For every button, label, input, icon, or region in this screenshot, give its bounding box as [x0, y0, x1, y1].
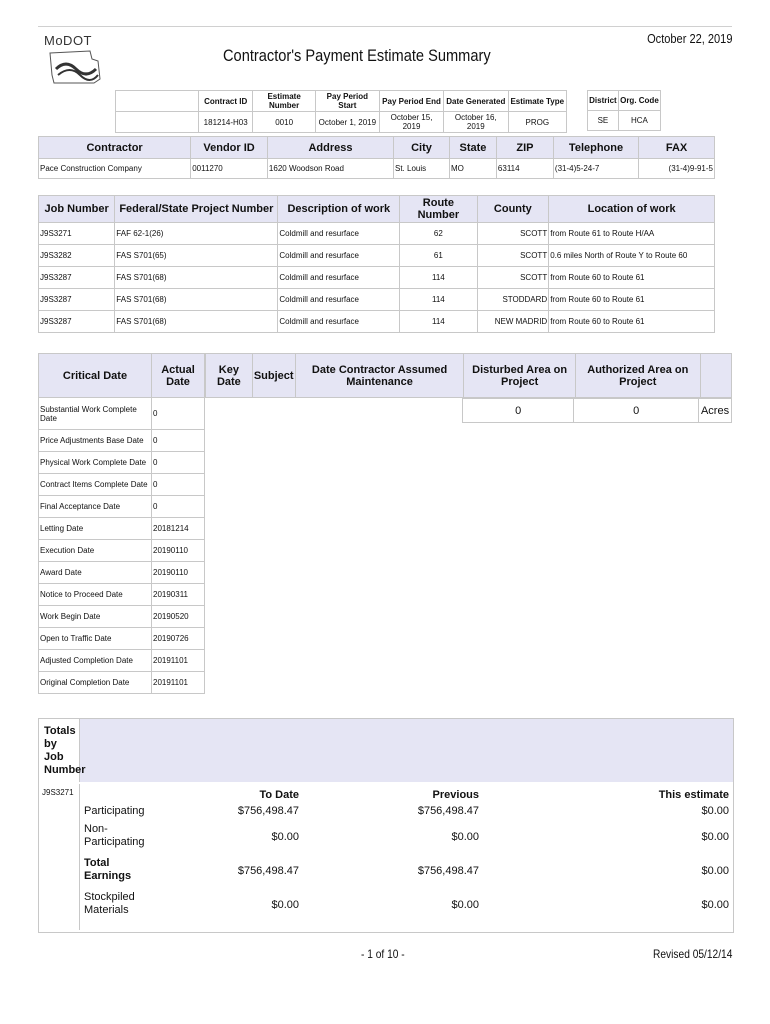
report-date: October 22, 2019 [646, 31, 732, 46]
critical-date-label: Letting Date [39, 518, 152, 540]
fax: (31-4)9-91-5 [639, 159, 715, 179]
address: 1620 Woodson Road [267, 159, 393, 179]
vendor-id: 0011270 [191, 159, 268, 179]
area-unit: Acres [699, 399, 732, 423]
critical-date-row [39, 452, 205, 474]
county: SCOTT [477, 267, 549, 289]
critical-date-label: Contract Items Complete Date [39, 474, 152, 496]
pay-start-header: Pay Period Start [315, 91, 379, 112]
totals-row-label: Participating [84, 805, 145, 817]
critical-date-label: Price Adjustments Base Date [39, 430, 152, 452]
actual-date-value: 20190110 [152, 562, 205, 584]
contractor-header: Contractor [39, 137, 191, 159]
authorized-area-header: Authorized Area on Project [575, 354, 700, 398]
critical-date-label: Notice to Proceed Date [39, 584, 152, 606]
district-value: SE [588, 111, 619, 131]
telephone-header: Telephone [553, 137, 638, 159]
totals-job-number: J9S3271 [42, 788, 74, 797]
this-estimate-value: $0.00 [701, 831, 729, 843]
city: St. Louis [394, 159, 450, 179]
org-code-header: Org. Code [618, 91, 660, 111]
critical-date-label: Work Begin Date [39, 606, 152, 628]
to-date-value: $0.00 [271, 899, 299, 911]
estimate-type: PROG [508, 112, 566, 133]
actual-date-header: Actual Date [152, 354, 205, 398]
pay-start: October 1, 2019 [315, 112, 379, 133]
district-header: District [588, 91, 619, 111]
job-number: J9S3282 [39, 245, 115, 267]
zip-header: ZIP [496, 137, 553, 159]
maintenance-header: Date Contractor Assumed Maintenance [295, 354, 464, 398]
critical-date-label: Execution Date [39, 540, 152, 562]
contract-id: 181214-H03 [198, 112, 253, 133]
project-number: FAS S701(68) [115, 289, 278, 311]
job-row [39, 311, 715, 333]
county: SCOTT [477, 245, 549, 267]
job-row [39, 289, 715, 311]
work-location: 0.6 miles North of Route Y to Route 60 [549, 245, 715, 267]
job-number-header: Job Number [39, 196, 115, 223]
route-number-header: Route Number [400, 196, 477, 223]
actual-date-value: 20190520 [152, 606, 205, 628]
critical-date-label: Substantial Work Complete Date [39, 398, 152, 430]
this-estimate-value: $0.00 [701, 805, 729, 817]
critical-date-row [39, 650, 205, 672]
fax-header: FAX [639, 137, 715, 159]
actual-date-value: 0 [152, 496, 205, 518]
estimate-number-header: Estimate Number [253, 91, 315, 112]
critical-date-label: Adjusted Completion Date [39, 650, 152, 672]
critical-date-row [39, 398, 205, 430]
job-number: J9S3287 [39, 267, 115, 289]
totals-row-label: Total Earnings [84, 857, 132, 882]
to-date-value: $756,498.47 [237, 865, 299, 877]
project-number: FAS S701(68) [115, 311, 278, 333]
critical-dates-table [38, 353, 205, 694]
pay-end-header: Pay Period End [379, 91, 443, 112]
previous-header: Previous [432, 789, 479, 801]
work-location: from Route 60 to Route 61 [549, 267, 715, 289]
county: NEW MADRID [477, 311, 549, 333]
modot-logo [40, 33, 120, 91]
previous-value: $0.00 [451, 899, 479, 911]
state: MO [449, 159, 496, 179]
disturbed-area-header: Disturbed Area on Project [464, 354, 575, 398]
page-title: Contractor's Payment Estimate Summary [223, 46, 491, 65]
project-number: FAS S701(65) [115, 245, 278, 267]
critical-date-row [39, 496, 205, 518]
critical-date-label: Final Acceptance Date [39, 496, 152, 518]
contractor-table [38, 136, 715, 179]
disturbed-area-value: 0 [463, 399, 574, 423]
totals-row-label: Non-Participating [84, 823, 145, 848]
route-number: 114 [400, 267, 477, 289]
work-location: from Route 60 to Route 61 [549, 311, 715, 333]
critical-date-label: Open to Traffic Date [39, 628, 152, 650]
project-number-header: Federal/State Project Number [115, 196, 278, 223]
key-date-header: Key Date [206, 354, 253, 398]
critical-date-row [39, 430, 205, 452]
critical-date-row [39, 584, 205, 606]
actual-date-value: 20181214 [152, 518, 205, 540]
work-description: Coldmill and resurface [278, 289, 400, 311]
address-header: Address [267, 137, 393, 159]
to-date-header: To Date [259, 789, 299, 801]
work-description: Coldmill and resurface [278, 311, 400, 333]
route-number: 61 [400, 245, 477, 267]
date-generated: October 16, 2019 [444, 112, 508, 133]
route-number: 114 [400, 289, 477, 311]
subject-header: Subject [252, 354, 295, 398]
county: STODDARD [477, 289, 549, 311]
previous-value: $756,498.47 [417, 865, 479, 877]
route-number: 62 [400, 223, 477, 245]
telephone: (31-4)5-24-7 [553, 159, 638, 179]
previous-value: $0.00 [451, 831, 479, 843]
job-number: J9S3271 [39, 223, 115, 245]
critical-date-label: Physical Work Complete Date [39, 452, 152, 474]
route-number: 114 [400, 311, 477, 333]
this-estimate-header: This estimate [658, 789, 729, 801]
actual-date-value: 20190726 [152, 628, 205, 650]
critical-extra-table [205, 353, 732, 398]
totals-section [38, 718, 734, 933]
work-description: Coldmill and resurface [278, 267, 400, 289]
job-row [39, 223, 715, 245]
contract-id-header: Contract ID [198, 91, 253, 112]
date-generated-header: Date Generated [444, 91, 508, 112]
this-estimate-value: $0.00 [701, 899, 729, 911]
vendor-id-header: Vendor ID [191, 137, 268, 159]
to-date-value: $0.00 [271, 831, 299, 843]
actual-date-value: 0 [152, 398, 205, 430]
critical-date-row [39, 562, 205, 584]
actual-date-value: 20190311 [152, 584, 205, 606]
critical-date-label: Award Date [39, 562, 152, 584]
work-location: from Route 60 to Route 61 [549, 289, 715, 311]
logo-text: MoDOT [44, 33, 92, 48]
work-description: Coldmill and resurface [278, 223, 400, 245]
critical-date-row [39, 518, 205, 540]
pay-end: October 15, 2019 [379, 112, 443, 133]
revised-date: Revised 05/12/14 [652, 947, 732, 961]
missouri-map-icon [46, 49, 106, 85]
this-estimate-value: $0.00 [701, 865, 729, 877]
contract-table [115, 90, 567, 133]
job-row [39, 267, 715, 289]
work-description: Coldmill and resurface [278, 245, 400, 267]
area-values-table [462, 398, 732, 423]
actual-date-value: 0 [152, 452, 205, 474]
city-header: City [394, 137, 450, 159]
county-header: County [477, 196, 549, 223]
critical-date-row [39, 672, 205, 694]
contractor-name: Pace Construction Company [39, 159, 191, 179]
to-date-value: $756,498.47 [237, 805, 299, 817]
jobs-table [38, 195, 715, 333]
actual-date-value: 20191101 [152, 672, 205, 694]
totals-title: Totals by Job Number [44, 725, 86, 776]
critical-date-row [39, 540, 205, 562]
critical-date-header: Critical Date [39, 354, 152, 398]
critical-date-row [39, 606, 205, 628]
job-row [39, 245, 715, 267]
critical-date-row [39, 628, 205, 650]
county: SCOTT [477, 223, 549, 245]
critical-date-label: Original Completion Date [39, 672, 152, 694]
location-header: Location of work [549, 196, 715, 223]
previous-value: $756,498.47 [417, 805, 479, 817]
state-header: State [449, 137, 496, 159]
actual-date-value: 20190110 [152, 540, 205, 562]
actual-date-value: 0 [152, 474, 205, 496]
project-number: FAF 62-1(26) [115, 223, 278, 245]
top-rule [38, 26, 732, 27]
work-location: from Route 61 to Route H/AA [549, 223, 715, 245]
page-number: - 1 of 10 - [361, 947, 405, 961]
project-number: FAS S701(68) [115, 267, 278, 289]
estimate-number: 0010 [253, 112, 315, 133]
job-number: J9S3287 [39, 311, 115, 333]
critical-date-row [39, 474, 205, 496]
job-number: J9S3287 [39, 289, 115, 311]
estimate-type-header: Estimate Type [508, 91, 566, 112]
actual-date-value: 0 [152, 430, 205, 452]
description-header: Description of work [278, 196, 400, 223]
totals-row-label: Stockpiled Materials [84, 891, 135, 916]
actual-date-value: 20191101 [152, 650, 205, 672]
authorized-area-value: 0 [574, 399, 699, 423]
district-table [587, 90, 661, 131]
totals-header-band [39, 719, 733, 782]
zip: 63114 [496, 159, 553, 179]
org-code-value: HCA [618, 111, 660, 131]
